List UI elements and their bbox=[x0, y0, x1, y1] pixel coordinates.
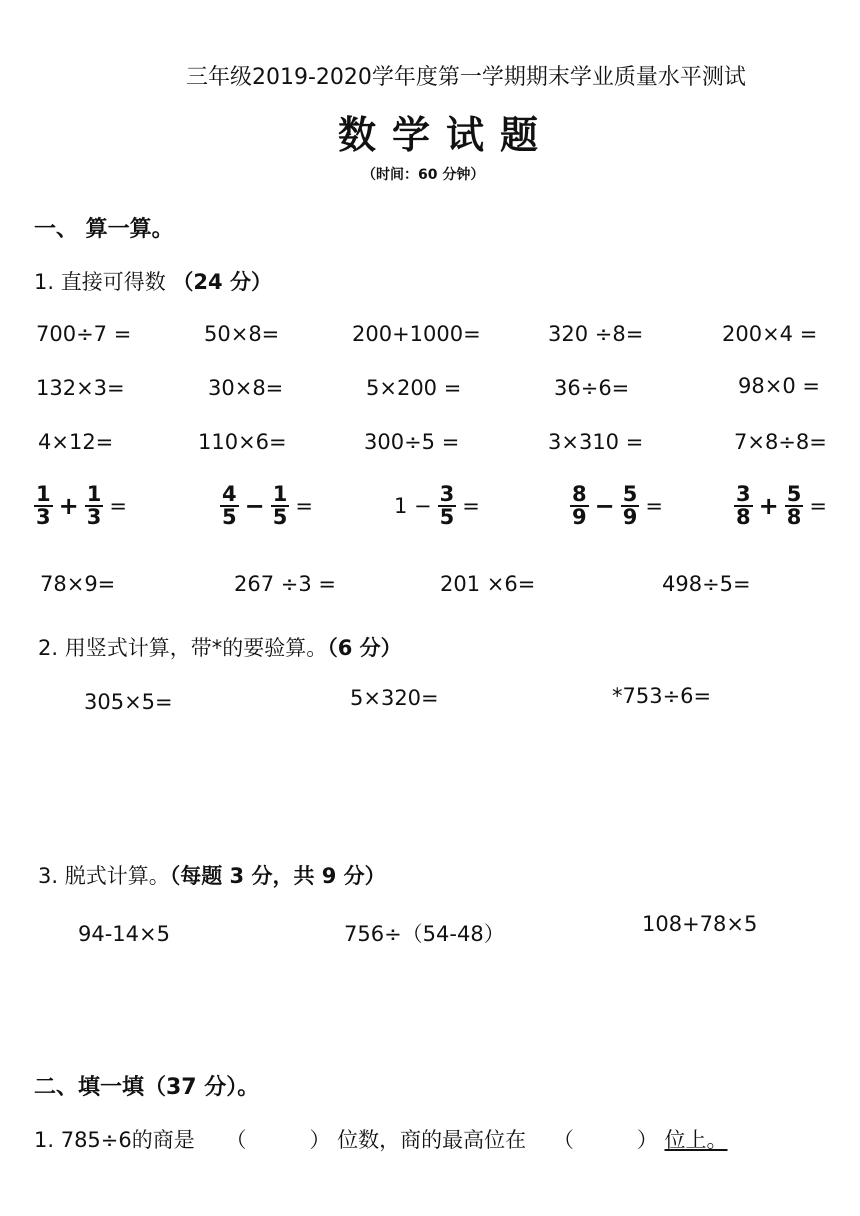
numerator: 4 bbox=[222, 482, 237, 506]
calc-r3-c1: 4×12= bbox=[38, 430, 114, 454]
numerator: 3 bbox=[736, 482, 751, 506]
calc-r3-c2: 110×6= bbox=[198, 430, 287, 454]
equals: = bbox=[295, 494, 313, 518]
fraction bbox=[271, 484, 290, 528]
fraction-expr-3 bbox=[394, 484, 480, 528]
fraction bbox=[220, 484, 239, 528]
fill-q1-blank-2: （ ） bbox=[552, 1128, 658, 1152]
q3-points: （每题 3 分，共 9 分） bbox=[169, 864, 386, 888]
fraction-expr-5 bbox=[734, 484, 827, 528]
denominator: 9 bbox=[622, 505, 638, 529]
fraction bbox=[438, 484, 457, 528]
calc-r5-c4: 498÷5= bbox=[662, 572, 751, 596]
calc-r1-c1: 700÷7 = bbox=[36, 322, 132, 346]
denominator: 5 bbox=[222, 505, 237, 529]
fraction bbox=[85, 484, 104, 528]
calc-r3-c4: 3×310 = bbox=[548, 430, 644, 454]
q1-label bbox=[34, 266, 272, 296]
q1-points: （24 分） bbox=[172, 270, 272, 294]
fraction bbox=[785, 484, 804, 528]
whole-number-lead: 1 − bbox=[394, 494, 432, 518]
calc-r5-c3: 201 ×6= bbox=[440, 572, 536, 596]
fraction-expr-4 bbox=[570, 484, 663, 528]
q3-label bbox=[38, 860, 386, 890]
calc-r1-c2: 50×8= bbox=[204, 322, 280, 346]
fill-q1-blank-1: （ ） bbox=[225, 1128, 331, 1152]
calc-r2-c1: 132×3= bbox=[36, 376, 125, 400]
fill-q1-text-c: 位上。 bbox=[664, 1128, 728, 1152]
operator: − bbox=[244, 492, 265, 520]
denominator: 5 bbox=[439, 505, 455, 529]
denominator: 3 bbox=[36, 505, 51, 529]
fraction-expr-1 bbox=[34, 484, 127, 528]
vertical-calc-2: 5×320= bbox=[350, 686, 439, 710]
calc-r5-c1: 78×9= bbox=[40, 572, 116, 596]
denominator: 8 bbox=[736, 505, 751, 529]
calc-r2-c3: 5×200 = bbox=[366, 376, 462, 400]
numerator: 5 bbox=[622, 482, 638, 506]
section-2-heading: 二、填一填（37 分）。 bbox=[34, 1075, 260, 1100]
operator: + bbox=[58, 492, 79, 520]
fill-q1-text-a: 1. 785÷6的商是 bbox=[34, 1128, 195, 1152]
q1-label-text: 1. 直接可得数 bbox=[34, 270, 166, 294]
q2-points: （6 分） bbox=[327, 636, 402, 660]
calc-r5-c2: 267 ÷3 = bbox=[234, 572, 336, 596]
numerator: 5 bbox=[786, 482, 802, 506]
calc-r1-c5: 200×4 = bbox=[722, 322, 818, 346]
numerator: 1 bbox=[272, 482, 288, 506]
equals: = bbox=[645, 494, 663, 518]
calc-r2-c2: 30×8= bbox=[208, 376, 284, 400]
numerator: 1 bbox=[86, 482, 102, 506]
exam-title: 数学试题 bbox=[338, 112, 555, 157]
calc-r3-c3: 300÷5 = bbox=[364, 430, 460, 454]
stepwise-calc-2: 756÷（54-48） bbox=[344, 922, 505, 946]
numerator: 3 bbox=[439, 482, 455, 506]
stepwise-calc-3: 108+78×5 bbox=[642, 912, 758, 936]
denominator: 8 bbox=[786, 505, 802, 529]
fraction bbox=[34, 484, 53, 528]
equals: = bbox=[462, 494, 480, 518]
stepwise-calc-1: 94-14×5 bbox=[78, 922, 170, 946]
fraction bbox=[570, 484, 589, 528]
operator: − bbox=[594, 492, 615, 520]
time-note: （时间：60 分钟） bbox=[362, 167, 485, 183]
exam-subtitle: 三年级2019-2020学年度第一学期期末学业质量水平测试 bbox=[186, 65, 746, 90]
denominator: 5 bbox=[272, 505, 288, 529]
calc-r1-c3: 200+1000= bbox=[352, 322, 481, 346]
q3-label-text: 3. 脱式计算。 bbox=[38, 864, 170, 888]
fraction bbox=[734, 484, 753, 528]
calc-r2-c4: 36÷6= bbox=[554, 376, 630, 400]
vertical-calc-3: *753÷6= bbox=[612, 684, 712, 708]
operator: + bbox=[758, 492, 779, 520]
numerator: 1 bbox=[36, 482, 51, 506]
fill-q1 bbox=[34, 1124, 728, 1154]
fill-q1-text-b: 位数，商的最高位在 bbox=[337, 1128, 527, 1152]
section-1-heading: 一、 算一算。 bbox=[34, 217, 174, 242]
q2-label bbox=[38, 632, 402, 662]
fraction-expr-2 bbox=[220, 484, 313, 528]
equals: = bbox=[109, 494, 127, 518]
q2-label-text: 2. 用竖式计算，带*的要验算。 bbox=[38, 636, 328, 660]
vertical-calc-1: 305×5= bbox=[84, 690, 173, 714]
calc-r2-c5: 98×0 = bbox=[738, 374, 820, 398]
numerator: 8 bbox=[572, 482, 587, 506]
equals: = bbox=[809, 494, 827, 518]
denominator: 9 bbox=[572, 505, 587, 529]
fraction bbox=[621, 484, 640, 528]
calc-r1-c4: 320 ÷8= bbox=[548, 322, 644, 346]
denominator: 3 bbox=[86, 505, 102, 529]
calc-r3-c5: 7×8÷8= bbox=[734, 430, 827, 454]
